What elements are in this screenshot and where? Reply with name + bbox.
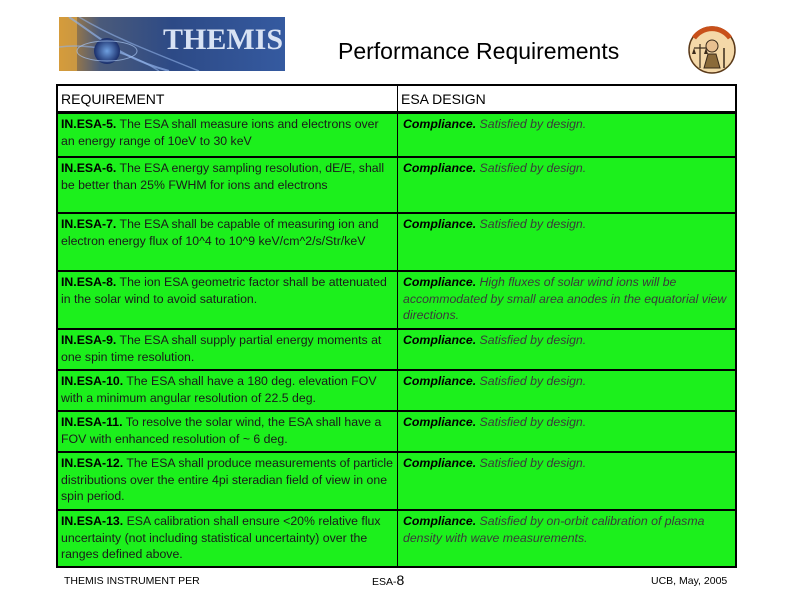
requirement-text: The ion ESA geometric factor shall be attenuated in the solar wind to avoid saturation. bbox=[61, 275, 387, 306]
requirement-text: ESA calibration shall ensure <20% relative flux uncertainty (not including statistical uncertainty) over the ranges defined above. bbox=[61, 514, 381, 561]
design-cell bbox=[398, 214, 737, 270]
design-text: Satisfied by design. bbox=[476, 161, 587, 175]
design-label: Compliance. bbox=[403, 117, 477, 131]
design-label: Compliance. bbox=[403, 161, 477, 175]
design-text: Satisfied by design. bbox=[476, 117, 587, 131]
design-label: Compliance. bbox=[403, 333, 477, 347]
requirement-cell bbox=[56, 453, 398, 509]
page-number: 8 bbox=[396, 572, 405, 588]
requirement-id: IN.ESA-12. bbox=[61, 456, 124, 470]
requirement-text: The ESA shall produce measurements of particle distributions over the entire 4pi steradian field of view in one spin period. bbox=[61, 456, 393, 503]
requirement-id: IN.ESA-5. bbox=[61, 117, 117, 131]
footer-page-prefix: ESA- bbox=[372, 576, 397, 588]
requirement-text: The ESA shall have a 180 deg. elevation FOV with a minimum angular resolution of 22.5 deg. bbox=[61, 374, 377, 405]
design-text: Satisfied by design. bbox=[476, 415, 587, 429]
design-cell bbox=[398, 453, 737, 509]
design-cell bbox=[398, 272, 737, 328]
column-header-esa-design: ESA DESIGN bbox=[400, 91, 486, 107]
design-text: Satisfied by design. bbox=[476, 456, 587, 470]
requirement-cell bbox=[56, 158, 398, 212]
requirement-id: IN.ESA-13. bbox=[61, 514, 124, 528]
design-label: Compliance. bbox=[403, 217, 477, 231]
requirement-id: IN.ESA-6. bbox=[61, 161, 117, 175]
requirement-cell bbox=[56, 330, 398, 369]
requirement-id: IN.ESA-8. bbox=[61, 275, 117, 289]
requirement-text: To resolve the solar wind, the ESA shall have a FOV with enhanced resolution of ~ 6 deg. bbox=[61, 415, 382, 446]
design-cell bbox=[398, 114, 737, 156]
design-label: Compliance. bbox=[403, 275, 477, 289]
requirement-text: The ESA energy sampling resolution, dE/E, shall be better than 25% FWHM for ions and electrons bbox=[61, 161, 385, 192]
requirements-table bbox=[56, 84, 737, 568]
design-cell bbox=[398, 158, 737, 212]
requirement-id: IN.ESA-7. bbox=[61, 217, 117, 231]
design-text: Satisfied by design. bbox=[476, 333, 587, 347]
requirement-id: IN.ESA-9. bbox=[61, 333, 117, 347]
themis-mascot-icon bbox=[686, 24, 738, 78]
design-text: High fluxes of solar wind ions will be accommodated by small area anodes in the equatorial view directions. bbox=[403, 275, 727, 322]
footer-right: UCB, May, 2005 bbox=[651, 575, 728, 587]
design-text: Satisfied by design. bbox=[476, 217, 587, 231]
column-header-requirement: REQUIREMENT bbox=[61, 91, 165, 107]
requirement-text: The ESA shall supply partial energy moments at one spin time resolution. bbox=[61, 333, 382, 364]
requirement-text: The ESA shall measure ions and electrons over an energy range of 10eV to 30 keV bbox=[61, 117, 379, 148]
requirement-cell bbox=[56, 214, 398, 270]
requirement-cell bbox=[56, 114, 398, 156]
requirement-cell bbox=[56, 371, 398, 410]
page-title: Performance Requirements bbox=[338, 38, 620, 64]
themis-logo bbox=[59, 17, 285, 71]
requirement-id: IN.ESA-11. bbox=[61, 415, 123, 429]
requirement-id: IN.ESA-10. bbox=[61, 374, 124, 388]
footer-left: THEMIS INSTRUMENT PER bbox=[64, 575, 200, 587]
logo-text: THEMIS bbox=[163, 23, 284, 56]
themis-logo-graphic bbox=[59, 17, 285, 71]
requirement-cell bbox=[56, 412, 398, 451]
requirement-cell bbox=[56, 511, 398, 568]
design-label: Compliance. bbox=[403, 514, 477, 528]
design-cell bbox=[398, 412, 737, 451]
design-text: Satisfied by design. bbox=[476, 374, 587, 388]
design-text: Satisfied by on-orbit calibration of plasma density with wave measurements. bbox=[403, 514, 705, 545]
design-cell bbox=[398, 511, 737, 568]
requirement-text: The ESA shall be capable of measuring ion and electron energy flux of 10^4 to 10^9 keV/cm^2/s/Str/keV bbox=[61, 217, 379, 248]
design-cell bbox=[398, 371, 737, 410]
footer-page-label bbox=[372, 572, 404, 588]
design-label: Compliance. bbox=[403, 456, 477, 470]
design-label: Compliance. bbox=[403, 415, 477, 429]
column-divider bbox=[397, 84, 398, 568]
design-cell bbox=[398, 330, 737, 369]
requirement-cell bbox=[56, 272, 398, 328]
design-label: Compliance. bbox=[403, 374, 477, 388]
